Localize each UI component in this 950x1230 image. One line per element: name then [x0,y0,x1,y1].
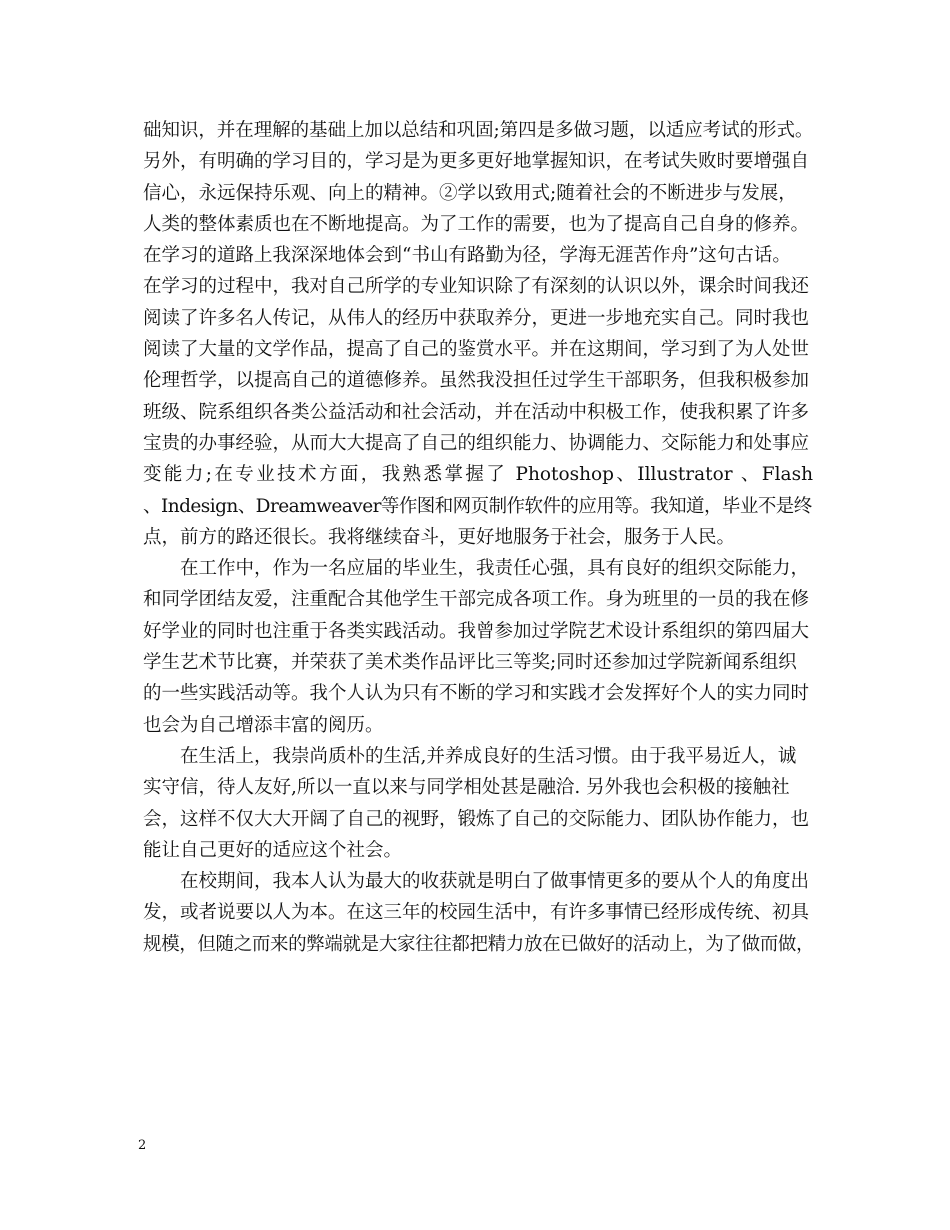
text-line: 信心，永远保持乐观、向上的精神。②学以致用式;随着社会的不断进步与发展， [143,182,797,204]
text-line: 在工作中，作为一名应届的毕业生，我责任心强，具有良好的组织交际能力， [180,558,810,580]
text-line: 阅读了大量的文学作品，提高了自己的鉴赏水平。并在这期间，学习到了为人处世 [143,339,810,361]
text-line: 在校期间，我本人认为最大的收获就是明白了做事情更多的要从个人的角度出 [180,871,810,893]
body-text [143,115,813,960]
text-line: 点，前方的路还很长。我将继续奋斗，更好地服务于社会，服务于人民。 [143,526,736,548]
text-line: 班级、院系组织各类公益活动和社会活动，并在活动中积极工作，使我积累了许多 [143,401,810,423]
text-line: 、Indesign、Dreamweaver等作图和网页制作软件的应用等。我知道，毕业不是终 [143,495,812,517]
text-line: 人类的整体素质也在不断地提高。为了工作的需要，也为了提高自己自身的修养。 [143,213,810,235]
text-line: 也会为自己增添丰富的阅历。 [143,714,384,736]
text-line: 发，或者说要以人为本。在这三年的校园生活中，有许多事情已经形成传统、初具 [143,902,810,924]
text-line: 阅读了许多名人传记，从伟人的经历中获取养分，更进一步地充实自己。同时我也 [143,307,810,329]
text-line: 伦理哲学，以提高自己的道德修养。虽然我没担任过学生干部职务，但我积极参加 [143,370,810,392]
text-line: 础知识，并在理解的基础上加以总结和巩固;第四是多做习题，以适应考试的形式。 [143,120,814,141]
text-line: 变能力;在专业技术方面，我熟悉掌握了 Photoshop、Illustrator 、Flash [143,464,813,486]
text-line: 会，这样不仅大大开阔了自己的视野，锻炼了自己的交际能力、团队协作能力，也 [143,808,810,830]
text-line: 宝贵的办事经验，从而大大提高了自己的组织能力、协调能力、交际能力和处事应 [143,432,810,454]
text-line: 的一些实践活动等。我个人认为只有不断的学习和实践才会发挥好个人的实力同时 [143,683,810,705]
text-line: 在学习的道路上我深深地体会到“书山有路勤为径，学海无涯苦作舟”这句古话。 [143,245,791,267]
text-line: 学生艺术节比赛，并荣获了美术类作品评比三等奖;同时还参加过学院新闻系组织 [143,652,797,674]
text-line: 和同学团结友爱，注重配合其他学生干部完成各项工作。身为班里的一员的我在修 [143,589,810,611]
text-line: 在学习的过程中，我对自己所学的专业知识除了有深刻的认识以外，课余时间我还 [143,276,810,298]
text-line: 好学业的同时也注重于各类实践活动。我曾参加过学院艺术设计系组织的第四届大 [143,620,810,642]
page-number: 2 [138,1138,147,1153]
text-line: 在生活上，我崇尚质朴的生活,并养成良好的生活习惯。由于我平易近人，诚 [180,745,797,767]
text-line: 规模，但随之而来的弊端就是大家往往都把精力放在已做好的活动上，为了做而做， [143,933,815,955]
text-line: 另外，有明确的学习目的，学习是为更多更好地掌握知识，在考试失败时要增强自 [143,151,810,173]
text-line: 能让自己更好的适应这个社会。 [143,839,403,861]
text-line: 实守信，待人友好,所以一直以来与同学相处甚是融洽. 另外我也会积极的接触社 [143,777,790,799]
